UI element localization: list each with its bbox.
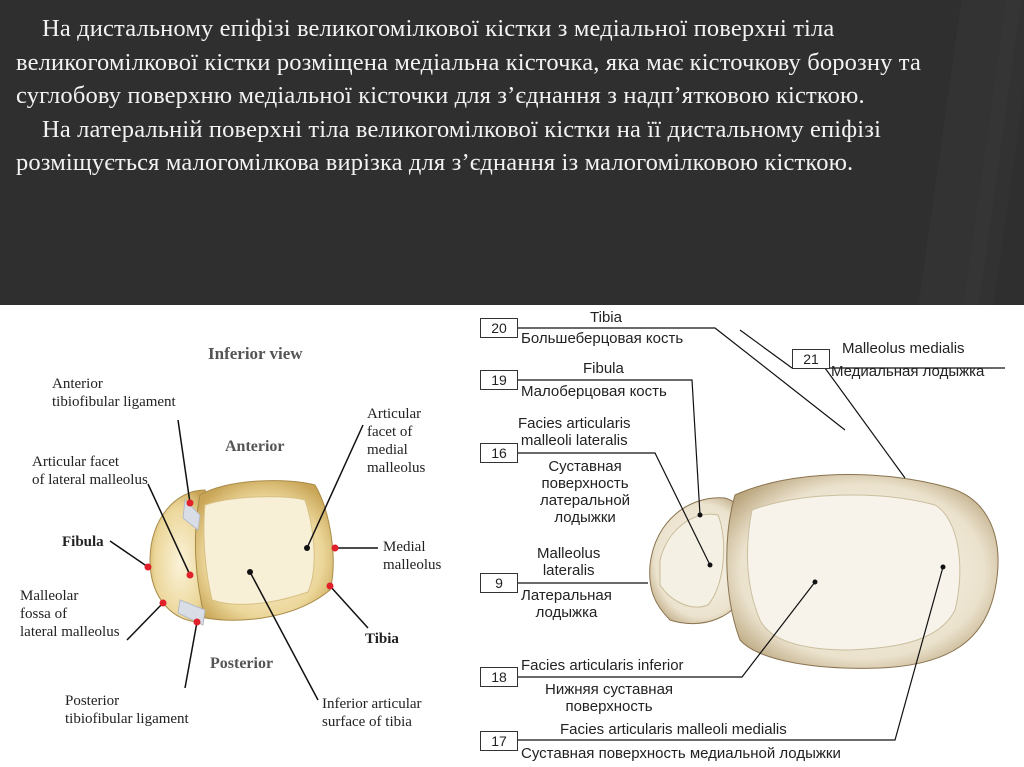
ru-malleolus-medialis: Медиальная лодыжка [831, 363, 985, 380]
label-inferior-articular: Inferior articular surface of tibia [322, 696, 422, 730]
latin-malleolus-lateralis: Malleolus lateralis [537, 545, 601, 579]
num-17: 17 [480, 731, 518, 751]
label-tibia: Tibia [365, 631, 399, 647]
label-ant-tibiofibular: Anterior tibiofibular ligament [52, 376, 176, 410]
num-20: 20 [480, 318, 518, 338]
ru-facies-inferior: Нижняя суставная поверхность [545, 681, 674, 715]
label-post-tibiofibular: Posterior tibiofibular ligament [65, 693, 189, 727]
latin-tibia: Tibia [590, 309, 622, 326]
num-18: 18 [480, 667, 518, 687]
ru-tibia: Большеберцовая кость [521, 330, 684, 347]
paragraph-2: На латеральній поверхні тіла великогомілкової кістки на її дистальному епіфізі розміщується малогомілкова вирізка для з’єднання із малогомілковою кісткою. [16, 115, 882, 176]
inferior-view-title: Inferior view [208, 344, 303, 363]
latin-facies-inferior: Facies articularis inferior [521, 657, 684, 674]
paragraph-1: На дистальному епіфізі великогомілкової кістки з медіальної поверхні тіла великогомілкової кістки розміщена медіальна кісточка, яка має кісточкову борозну та суглобову поверхню медіальної кісточки для з’єднання з надп’ятковою кісткою. [16, 15, 921, 109]
num-16: 16 [480, 443, 518, 463]
posterior-label: Posterior [210, 655, 274, 672]
num-21: 21 [792, 349, 830, 369]
latin-facies-lateralis: Facies articularis malleoli lateralis [518, 415, 631, 449]
label-fibula: Fibula [62, 534, 104, 550]
label-articular-lateral-malleolus: Articular facet of lateral malleolus [32, 454, 148, 488]
ru-malleolus-lateralis: Латеральная лодыжка [521, 587, 612, 621]
label-malleolar-fossa: Malleolar fossa of lateral malleolus [20, 588, 120, 640]
label-medial-malleolus: Medial malleolus [383, 539, 442, 573]
num-19: 19 [480, 370, 518, 390]
latin-facies-medialis: Facies articularis malleoli medialis [560, 721, 787, 738]
anterior-label: Anterior [225, 438, 285, 455]
num-9: 9 [480, 573, 518, 593]
label-articular-medial-malleolus: Articular facet of medial malleolus [367, 406, 426, 476]
ru-fibula: Малоберцовая кость [521, 383, 667, 400]
ru-facies-medialis: Суставная поверхность медиальной лодыжки [521, 745, 841, 762]
latin-malleolus-medialis: Malleolus medialis [842, 340, 965, 357]
latin-fibula: Fibula [583, 360, 624, 377]
ru-facies-lateralis: Суставная поверхность латеральной лодыжки [540, 458, 631, 526]
